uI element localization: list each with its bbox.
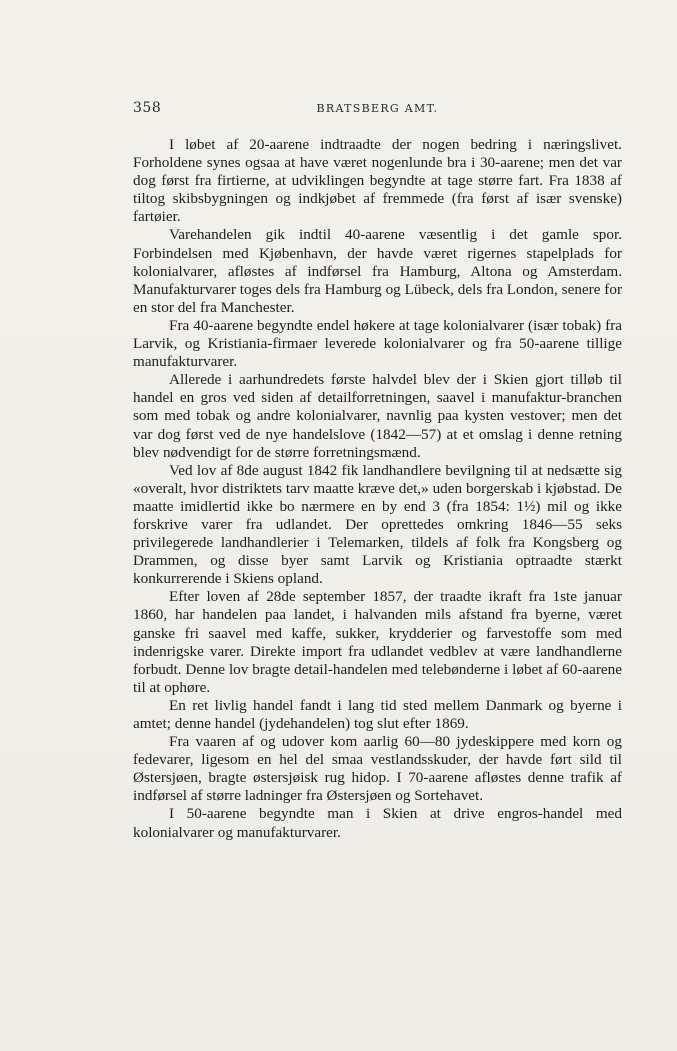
- page-number: 358: [133, 100, 162, 116]
- paragraph: Fra vaaren af og udover kom aarlig 60—80 jydeskippere med korn og fedevarer, ligesom en hel del smaa vestlandsskuder, der havde ført sild til Østersjøen, bragte østersjøisk rug hidop. I 70-aarene afløstes denne trafik af indførsel af større ladninger fra Østersjøen og Sortehavet.: [133, 733, 622, 805]
- paragraph: En ret livlig handel fandt i lang tid sted mellem Danmark og byerne i amtet; denne handel (jydehandelen) tog slut efter 1869.: [133, 696, 622, 732]
- paragraph: Ved lov af 8de august 1842 fik landhandlere bevilgning til at nedsætte sig «overalt, hvor distriktets tarv maatte kræve det,» uden borgerskab i kjøbstad. De maatte imidlertid ikke bo nærmere en by end 3 (fra 1854: 1½) mil og ikke forskrive varer fra udlandet. Der oprettedes omkring 1846—55 seks privilegerede landhandlerier i Telemarken, tildels af folk fra Kongsberg og Drammen, og disse byer samt Larvik og Kristiania optraadte stærkt konkurrerende i Skiens opland.: [133, 461, 622, 588]
- paragraph: Efter loven af 28de september 1857, der traadte ikraft fra 1ste januar 1860, har handelen paa landet, i halvanden mils afstand fra byerne, været ganske fri saavel med kaffe, sukker, krydderier og farvestoffe som med indenrigske varer. Direkte import fra udlandet vedblev at være landhandlerne forbudt. Denne lov bragte detail-handelen med telebønderne i løbet af 60-aarene til at ophøre.: [133, 588, 622, 696]
- body-text: [133, 136, 622, 842]
- running-title: BRATSBERG AMT.: [316, 102, 439, 115]
- paragraph: I 50-aarene begyndte man i Skien at drive engros-handel med kolonialvarer og manufakturvarer.: [133, 805, 622, 841]
- running-head: [133, 100, 622, 120]
- paragraph: I løbet af 20-aarene indtraadte der nogen bedring i næringslivet. Forholdene synes ogsaa at have været nogenlunde bra i 30-aarene; men det var dog først fra firtierne, at udviklingen begyndte at tage større fart. Fra 1838 af tiltog skibsbygningen og indkjøbet af fremmede (fra først af især svenske) fartøier.: [133, 136, 622, 226]
- paragraph: Fra 40-aarene begyndte endel høkere at tage kolonialvarer (især tobak) fra Larvik, og Kristiania-firmaer leverede kolonialvarer og fra 50-aarene tillige manufakturvarer.: [133, 316, 622, 371]
- paragraph: Allerede i aarhundredets første halvdel blev der i Skien gjort tilløb til handel en gros ved siden af detailforretningen, saavel i manufaktur-branchen som med tobak og andre kolonialvarer, navnlig paa kysten vestover; men det var dog først ved de nye handelslove (1842—57) at et omslag i denne retning blev nødvendigt for de større forretningsmænd.: [133, 371, 622, 461]
- paragraph: Varehandelen gik indtil 40-aarene væsentlig i det gamle spor. Forbindelsen med Kjøbenhavn, der havde været rigernes stapelplads for kolonialvarer, afløstes af indførsel fra Hamburg, Altona og Amsterdam. Manufakturvarer toges dels fra Hamburg og Lübeck, dels fra London, senere for en stor del fra Manchester.: [133, 226, 622, 316]
